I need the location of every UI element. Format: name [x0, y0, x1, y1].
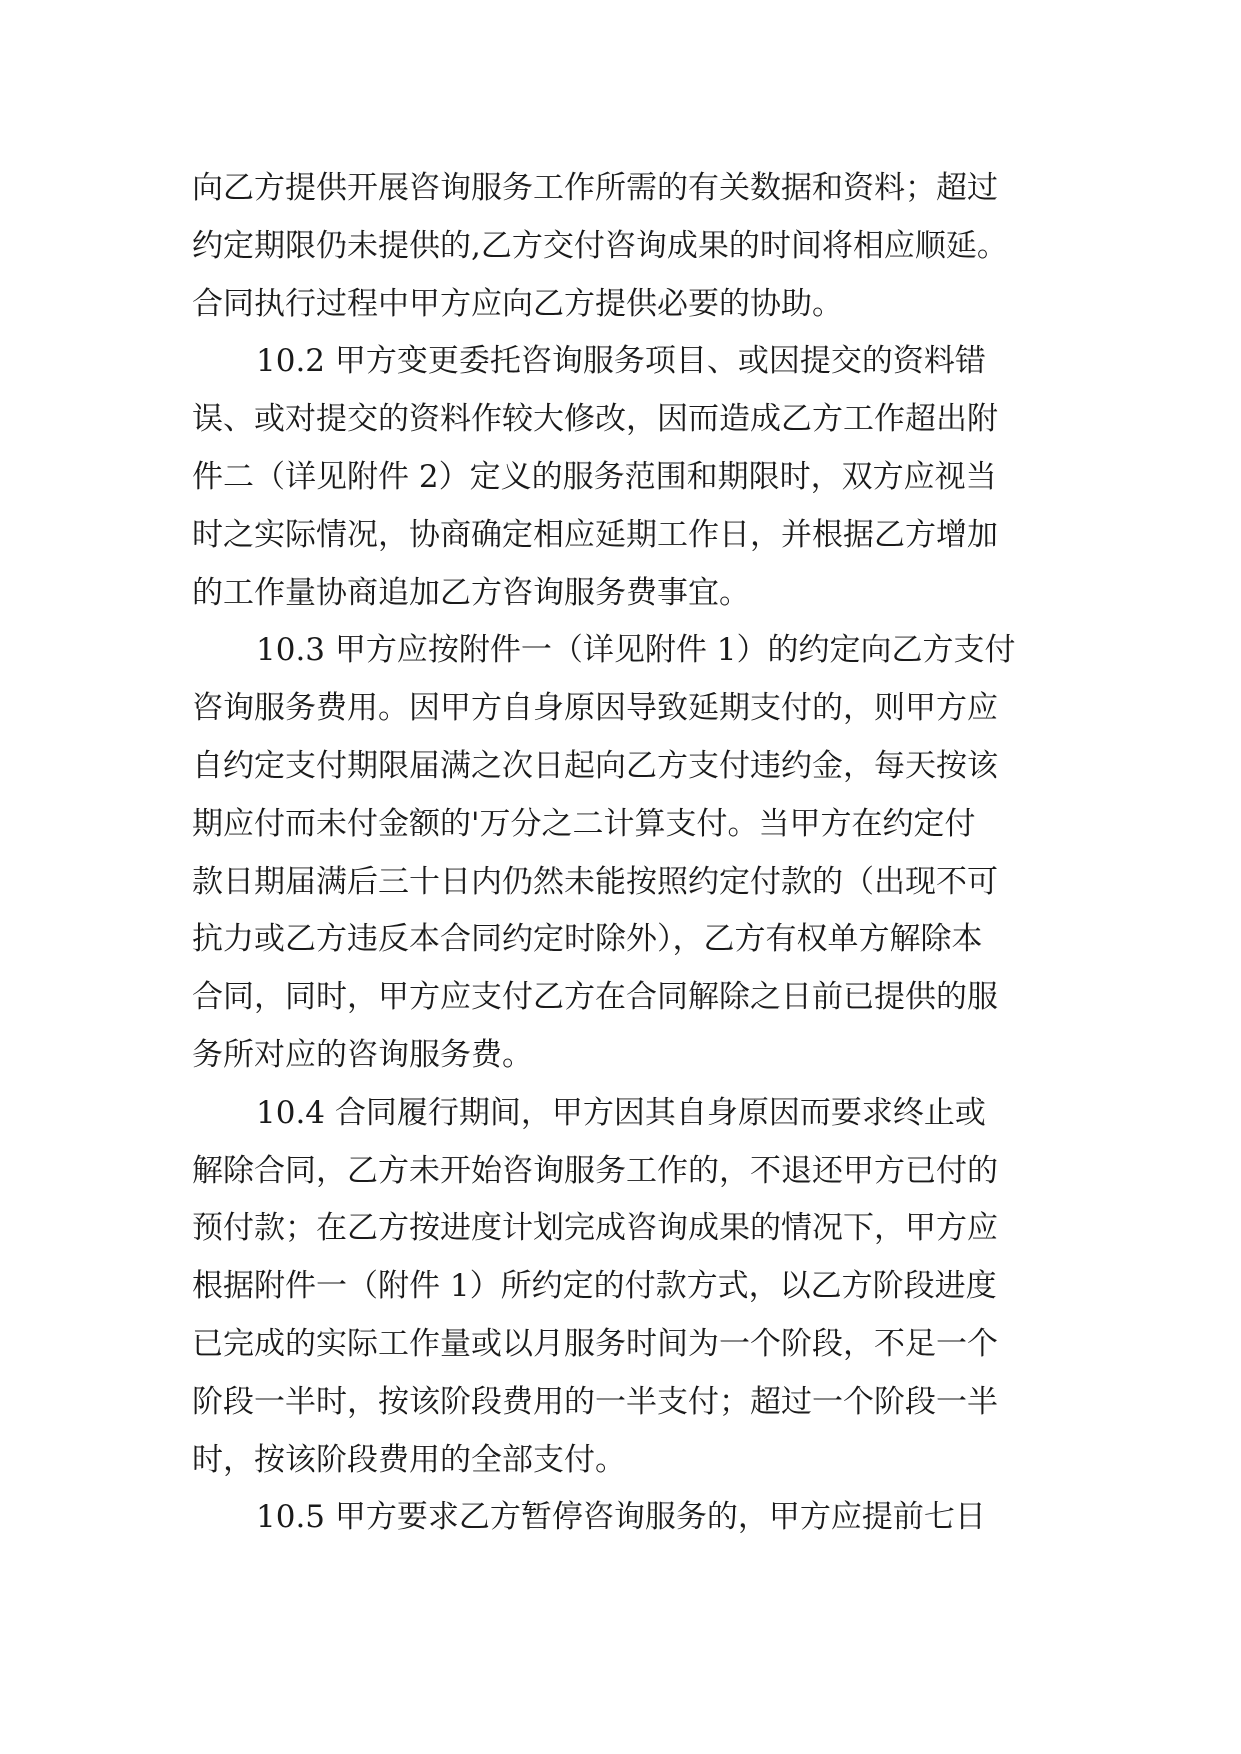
- clause-10-2-first-line: 10.2 甲方变更委托咨询服务项目、或因提交的资料错: [256, 343, 986, 380]
- text-line: 件二（详见附件 2）定义的服务范围和期限时，双方应视当: [192, 458, 997, 495]
- text-line: 合同，同时，甲方应支付乙方在合同解除之日前已提供的服: [192, 979, 998, 1016]
- clause-10-3-first-line: 10.3 甲方应按附件一（详见附件 1）的约定向乙方支付: [256, 632, 1016, 669]
- text-line: 向乙方提供开展咨询服务工作所需的有关数据和资料；超过: [192, 170, 998, 206]
- text-line: 时，按该阶段费用的全部支付。: [192, 1441, 626, 1478]
- text-line: 预付款；在乙方按进度计划完成咨询成果的情况下，甲方应: [192, 1210, 998, 1247]
- text-line: 的工作量协商追加乙方咨询服务费事宜。: [192, 574, 750, 611]
- text-line: 阶段一半时，按该阶段费用的一半支付；超过一个阶段一半: [192, 1383, 998, 1420]
- text-line: 约定期限仍未提供的,乙方交付咨询成果的时间将相应顺延。: [192, 227, 1008, 264]
- text-line: 合同执行过程中甲方应向乙方提供必要的协助。: [192, 285, 843, 322]
- text-line: 已完成的实际工作量或以月服务时间为一个阶段，不足一个: [192, 1325, 998, 1362]
- text-line: 期应付而未付金额的'万分之二计算支付。当甲方在约定付: [192, 805, 976, 842]
- clause-10-5-first-line: 10.5 甲方要求乙方暂停咨询服务的，甲方应提前七日: [256, 1499, 986, 1536]
- text-line: 务所对应的咨询服务费。: [192, 1036, 533, 1073]
- contract-text-block: [192, 160, 1072, 1547]
- text-line: 解除合同，乙方未开始咨询服务工作的，不退还甲方已付的: [192, 1152, 998, 1189]
- text-line: 时之实际情况，协商确定相应延期工作日，并根据乙方增加: [192, 516, 998, 553]
- text-line: 误、或对提交的资料作较大修改，因而造成乙方工作超出附: [192, 401, 998, 438]
- text-line: 抗力或乙方违反本合同约定时除外），乙方有权单方解除本: [192, 921, 983, 958]
- clause-10-4-first-line: 10.4 合同履行期间，甲方因其自身原因而要求终止或: [256, 1094, 986, 1131]
- text-line: 根据附件一（附件 1）所约定的付款方式，以乙方阶段进度: [192, 1268, 997, 1305]
- text-line: 款日期届满后三十日内仍然未能按照约定付款的（出现不可: [192, 863, 998, 900]
- text-line: 咨询服务费用。因甲方自身原因导致延期支付的，则甲方应: [192, 690, 998, 727]
- text-line: 自约定支付期限届满之次日起向乙方支付违约金，每天按该: [192, 747, 998, 784]
